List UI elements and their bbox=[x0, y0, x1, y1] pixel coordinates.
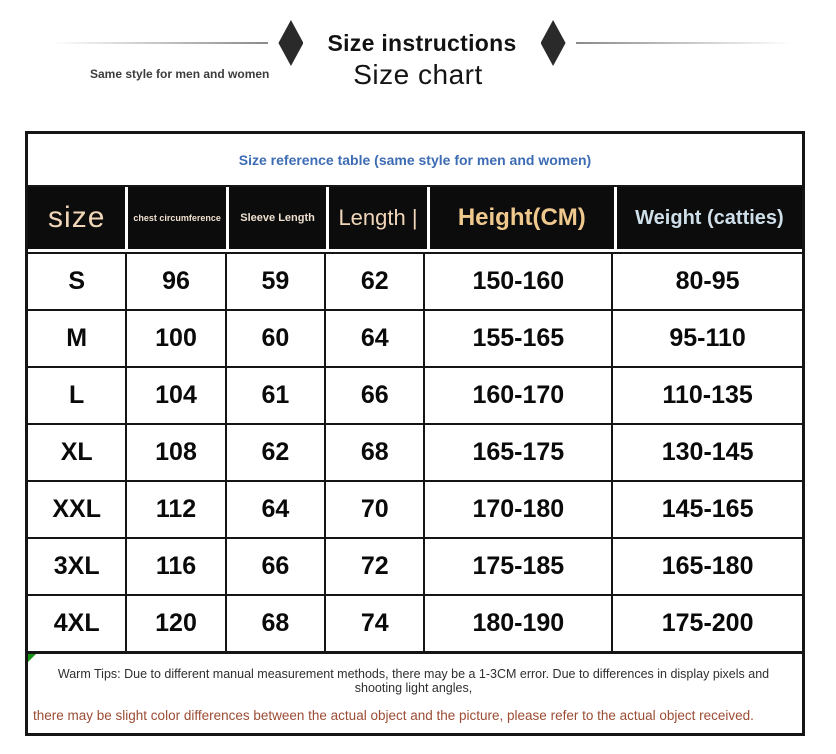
table-cell: 165-180 bbox=[613, 537, 802, 594]
page-title: Size instructions bbox=[327, 29, 517, 56]
table-cell: 116 bbox=[127, 537, 226, 594]
table-cell: 95-110 bbox=[613, 309, 802, 366]
table-cell: 59 bbox=[227, 252, 326, 309]
table-cell: 175-185 bbox=[425, 537, 613, 594]
table-cell: 61 bbox=[227, 366, 326, 423]
col-header-chest: chest circumference bbox=[128, 187, 225, 249]
table-cell: 104 bbox=[127, 366, 226, 423]
table-cell: 130-145 bbox=[613, 423, 802, 480]
table-cell: 62 bbox=[326, 252, 425, 309]
table-cell: 155-165 bbox=[425, 309, 613, 366]
table-cell: 68 bbox=[227, 594, 326, 651]
table-cell: 165-175 bbox=[425, 423, 613, 480]
table-cell: 112 bbox=[127, 480, 226, 537]
size-cell: 4XL bbox=[28, 594, 127, 651]
table-cell: 160-170 bbox=[425, 366, 613, 423]
green-corner-marker-icon bbox=[28, 654, 36, 662]
table-cell: 180-190 bbox=[425, 594, 613, 651]
table-cell: 74 bbox=[326, 594, 425, 651]
table-cell: 100 bbox=[127, 309, 226, 366]
title-band bbox=[0, 0, 836, 112]
table-cell: 110-135 bbox=[613, 366, 802, 423]
table-cell: 68 bbox=[326, 423, 425, 480]
table-header-row bbox=[28, 187, 802, 252]
divider-line-left bbox=[52, 42, 268, 44]
table-cell: 64 bbox=[326, 309, 425, 366]
size-cell: XL bbox=[28, 423, 127, 480]
col-header-height: Height(CM) bbox=[430, 187, 614, 249]
size-chart-heading: Size chart bbox=[353, 59, 483, 90]
table-cell: 72 bbox=[326, 537, 425, 594]
col-header-length: Length | bbox=[329, 187, 426, 249]
warm-tips-line1: Warm Tips: Due to different manual measurement methods, there may be a 1-3CM error. Due to differences in display pixels and shooting light angles, bbox=[57, 667, 770, 695]
same-style-note: Same style for men and women bbox=[90, 67, 270, 81]
table-caption-row bbox=[28, 134, 802, 187]
table-cell: 80-95 bbox=[613, 252, 802, 309]
size-cell: M bbox=[28, 309, 127, 366]
table-cell: 64 bbox=[227, 480, 326, 537]
table-cell: 120 bbox=[127, 594, 226, 651]
table-cell: 66 bbox=[326, 366, 425, 423]
table-cell: 108 bbox=[127, 423, 226, 480]
table-cell: 145-165 bbox=[613, 480, 802, 537]
divider-line-right bbox=[576, 42, 792, 44]
col-header-size: size bbox=[28, 187, 125, 249]
table-cell: 70 bbox=[326, 480, 425, 537]
table-cell: 60 bbox=[227, 309, 326, 366]
table-cell: 62 bbox=[227, 423, 326, 480]
col-header-weight: Weight (catties) bbox=[617, 187, 802, 249]
table-cell: 96 bbox=[127, 252, 226, 309]
table-cell: 175-200 bbox=[613, 594, 802, 651]
table-cell: 66 bbox=[227, 537, 326, 594]
size-cell: 3XL bbox=[28, 537, 127, 594]
size-cell: S bbox=[28, 252, 127, 309]
table-caption: Size reference table (same style for men and women) bbox=[238, 151, 592, 168]
table-body bbox=[28, 252, 802, 651]
warm-tips-footer bbox=[28, 651, 802, 733]
size-table bbox=[25, 131, 805, 736]
size-cell: XXL bbox=[28, 480, 127, 537]
col-header-sleeve: Sleeve Length bbox=[229, 187, 326, 249]
size-cell: L bbox=[28, 366, 127, 423]
warm-tips-line2: there may be slight color differences between the actual object and the picture, please refer to the actual object received. bbox=[33, 708, 754, 723]
table-cell: 150-160 bbox=[425, 252, 613, 309]
table-cell: 170-180 bbox=[425, 480, 613, 537]
